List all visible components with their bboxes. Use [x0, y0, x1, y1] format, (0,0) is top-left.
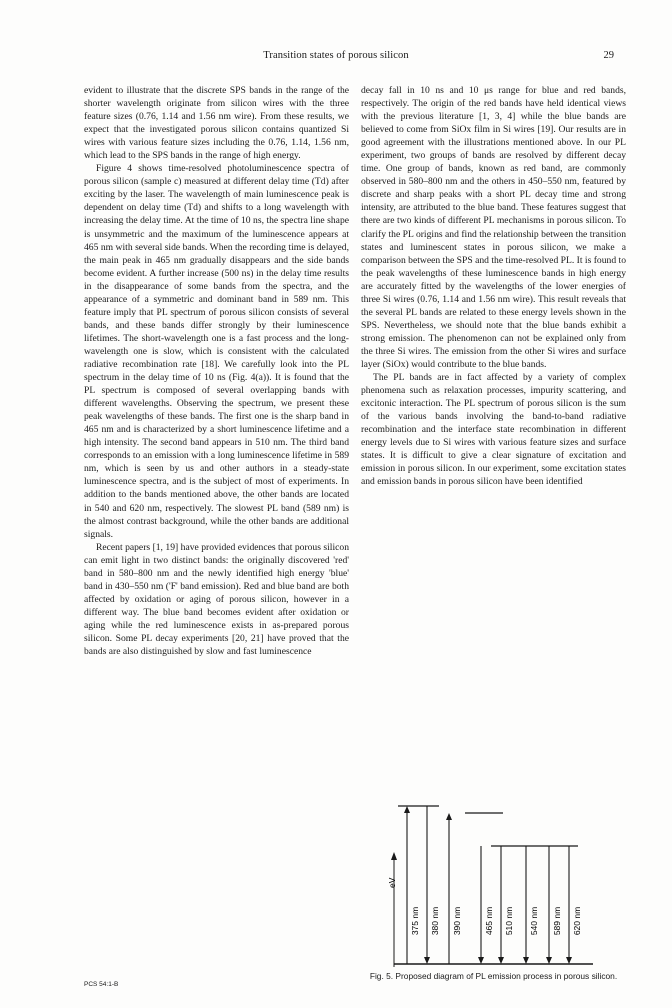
- transition-arrow: [523, 846, 539, 964]
- paragraph: Figure 4 shows time-resolved photoluminescence spectra of porous silicon (sample c) measured at different delay time (Td) after exciting by the laser. The wavelength of main luminescence peak is dependent on delay time (Td) and shifts to a long wavelength with increasing the delay time. At the time of 10 ns, the spectra line shape is unsymmetric and the maximum of the luminescence appears at 465 nm with several side bands. When the recording time is delayed, the main peak in 465 nm gradually disappears and the side bands become evident. A further increase (500 ns) in the delay time results in the disappearance of some bands from the spectra, and the appearance of a symmetric and dominant band in 589 nm. This feature imply that PL spectrum of porous silicon consists of several bands, and these bands differ strongly by their luminescence lifetimes. The short-wavelength one is a fast process and the long-wavelength one is slow, which is consistent with the calculated radiative recombination rate [18]. We carefully look into the PL spectrum in the delay time of 10 ns (Fig. 4(a)). It is found that the PL spectrum is composed of several overlapping bands with different wavelengths. Observing the spectrum, we present these peak wavelengths of these bands. The first one is the sharp band in 465 nm and is characterized by a short luminescence lifetime and a high intensity. The second band appears in 510 nm. The third band corresponds to an emission with a long luminescence lifetime in 589 nm, which is seen by us and other authors in a steady-state luminescence spectra, and is the subject of most of experiments. In addition to the bands mentioned above, the other bands are located in 540 and 620 nm, respectively. The slowest PL band (589 nm) is the almost contrast background, while the other bands are additional signals.: [84, 163, 349, 540]
- transition-arrow: [566, 846, 582, 964]
- page-number: 29: [603, 50, 614, 61]
- transition-arrow: [546, 846, 562, 964]
- paragraph: Recent papers [1, 19] have provided evidences that porous silicon can emit light in two distinct bands: the originally discovered 'red' band in 580–800 nm and the newly identified high energy 'blue' band in 430–550 nm ('F' band emission). Red and blue band are both affected by oxidation or aging of porous silicon, however in a different way. The blue band becomes evident after oxidation or aging while the red luminescence exists in as-prepared porous silicon. Some PL decay experiments [20, 21] have proved that the bands are also distinguished by slow and fast luminescence: [84, 541, 349, 658]
- transition-arrow: [446, 813, 462, 964]
- paragraph: evident to illustrate that the discrete SPS bands in the range of the shorter wavelength originate from silicon wires with the three feature sizes (0.76, 1.14 and 1.56 nm wire). From these results, we expect that the investigated porous silicon contains quantized Si wires with various feature sizes including the 0.76, 1.14, 1.56 nm, which lead to the SPS bands in the range of high energy.: [84, 85, 349, 162]
- axis-label: eV: [387, 877, 397, 888]
- paragraph: The PL bands are in fact affected by a variety of complex phenomena such as relaxation processes, impurity scattering, and excitonic interaction. The PL spectrum of porous silicon is the sum of the various bands involving the band-to-band radiative recombination and the interface state recombination in different energy levels due to Si wires with various feature sizes and surface states. It is difficult to give a clear signature of excitation and emission in porous silicon. In our experiment, some excitation states and emission bands in porous silicon have been identified: [361, 372, 626, 488]
- transition-label: 589 nm: [552, 906, 562, 936]
- transition-arrow: [498, 846, 514, 964]
- running-title: Transition states of porous silicon: [263, 50, 409, 61]
- axis-arrow-head: [391, 852, 397, 860]
- transition-label: 540 nm: [529, 906, 539, 936]
- transition-label: 380 nm: [430, 906, 440, 936]
- energy-level-diagram: [383, 803, 608, 971]
- right-column: [361, 84, 626, 488]
- transition-label: 375 nm: [410, 906, 420, 936]
- figure-caption: Fig. 5. Proposed diagram of PL emission process in porous silicon.: [369, 971, 618, 981]
- left-column: [84, 84, 349, 658]
- paragraph: decay fall in 10 ns and 10 μs range for blue and red bands, respectively. The origin of the red bands have held identical views with the previous literature [1, 3, 4] while the blue bands are believed to come from SiOx film in Si wires [19]. Our results are in good agreement with the illustrations mentioned above. In our PL experiment, two groups of bands are resolved by different decay time. One group of bands, known as red band, are commonly observed in 580–800 nm and the others in 450–550 nm, featured by discrete and sharp peaks with a short PL decay time and strong intensity, are attributed to the blue band. These features suggest that there are two kinds of different PL mechanisms in porous silicon. To clarify the PL origins and find the relationship between the transition states and luminescent states in porous silicon, we make a comparison between the SPS and the time-resolved PL. It is found to the peak wavelengths of these luminescence bands in high energy are accurately fitted by the wavelengths of the lower energies of three Si wires (0.76, 1.14 and 1.56 nm wire). This result reveals that the several PL bands are related to these energy levels shown in the SPS. Nevertheless, we should note that the blue bands exhibit a strong emission. The phenomenon can not be explained only from the three Si wires. The emission from the other Si wires and surface layer (SiOx) would contribute to the blue bands.: [361, 85, 626, 370]
- transition-arrow: [424, 806, 440, 964]
- transition-label: 465 nm: [484, 906, 494, 936]
- transition-label: 620 nm: [572, 906, 582, 936]
- footer-code: PCS 54:1-B: [84, 981, 119, 988]
- diagram-svg: [383, 803, 608, 971]
- transitions: [398, 806, 582, 964]
- transition-label: 510 nm: [504, 906, 514, 936]
- transition-label: 390 nm: [452, 906, 462, 936]
- transition-arrow: [478, 846, 494, 964]
- transition-arrow: [404, 806, 420, 964]
